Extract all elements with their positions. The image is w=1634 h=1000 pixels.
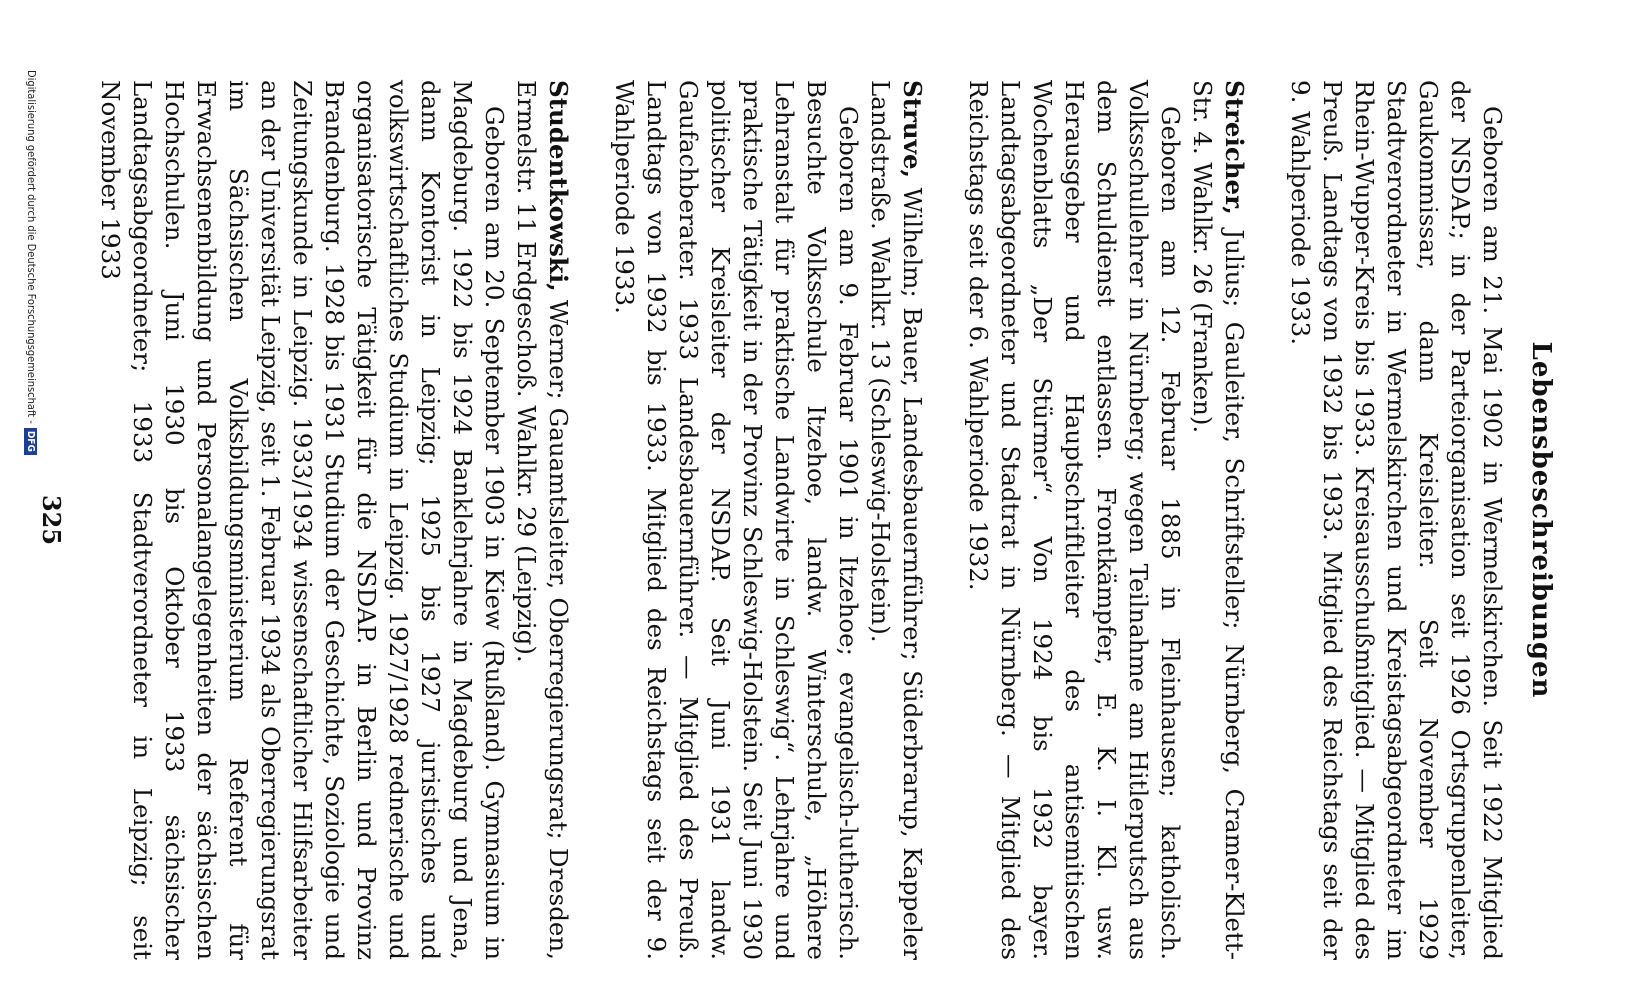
entry-body: Geboren am 20. September 1903 in Kiew (Rußland). Gymnasium in Magdeburg. 1922 bis 1924 Banklehrjahre in Magdeburg und Jena, dann Kontorist in Leipzig; 1925 bis 1927 juristisches und volkswirtschaftliches Studium in Leipzig. 1927/1928 rednerische und organisatorische Tätigkeit für die NSDAP. in Berlin und Provinz Brandenburg. 1928 bis 1931 Studium der Geschichte, Soziologie und Zeitungskunde in Leipzig. 1933/1934 wissenschaftlicher Hilfsarbeiter an der Universität Leipzig, seit 1. Februar 1934 als Oberregierungsrat im Sächsischen Volksbildungsministerium Referent für Erwachsenenbildung und Personalangelegenheiten der sächsischen Hochschulen. Juni 1930 bis Oktober 1933 sächsischer Landtagsabgeordneter; 1933 Stadtverordneter in Leipzig; seit November 1933 — [96, 80, 509, 960]
entry-head-text: Werner; Gauamtsleiter, Oberregierungsrat; Dresden, Ermelstr. 11 Erdgeschoß. Wahlkr. 29 (Leipzig). — [512, 80, 573, 960]
biography-entry-4 — [94, 80, 574, 960]
document-page — [34, 80, 1594, 960]
entry-head-text: Wilhelm; Bauer, Landesbauernführer; Süderbrarup, Kappeler Landstraße. Wahlkr. 13 (Schleswig-Holstein). — [866, 80, 927, 961]
biography-entry-3 — [608, 80, 928, 960]
person-name: Struve, — [898, 80, 927, 179]
page-header: Lebensbeschreibungen — [1526, 341, 1556, 699]
person-name: Streicher, — [1220, 80, 1249, 215]
entry-head — [510, 80, 574, 960]
footer-text: Digitalisierung gefördert durch die Deutsche Forschungsgemeinschaft - — [25, 70, 38, 424]
entry-head — [864, 80, 928, 960]
entry-body: Geboren am 9. Februar 1901 in Itzehoe; evangelisch-lutherisch. Besuchte Volksschule Itzehoe, landw. Winterschule, „Höhere Lehranstalt für praktische Landwirte in Schleswig“. Lehrjahre und praktische Tätigkeit in der Provinz Schleswig-Holstein. Seit Juni 1930 politischer Kreisleiter der NSDAP. Seit Juni 1931 landw. Gaufachberater. 1933 Landesbauernführer. — Mitglied des Preuß. Landtags von 1932 bis 1933. Mitglied des Reichstags seit der 9. Wahlperiode 1933. — [610, 80, 863, 960]
biography-entry-2 — [962, 80, 1250, 960]
entry-head-text: Julius; Gauleiter, Schriftsteller; Nürnberg, Cramer-Klett-Str. 4. Wahlkr. 26 (Franken). — [1188, 80, 1249, 960]
entry-body: Geboren am 12. Februar 1885 in Fleinhausen; katholisch. Volksschullehrer in Nürnberg; wegen Teilnahme am Hitlerputsch aus dem Schuldienst entlassen. Frontkämpfer, E. K. I. Kl. usw. Herausgeber und Hauptschriftleiter des antisemitischen Wochenblatts „Der Stürmer“. Von 1924 bis 1932 bayer. Landtagsabgeordneter und Stadtrat in Nürnberg. — Mitglied des Reichstags seit der 6. Wahlperiode 1932. — [964, 80, 1185, 960]
dfg-logo-icon: DFG — [24, 428, 37, 455]
page-number: 325 — [37, 494, 66, 546]
entry-body: Geboren am 21. Mai 1902 in Wermelskirchen. Seit 1922 Mitglied der NSDAP.; in der Parteiorganisation seit 1926 Ortsgruppenleiter, Gaukommissar, dann Kreisleiter. Seit November 1929 Stadtverordneter in Wermelskirchen und Kreistagsabgeordneter im Rhein-Wupper-Kreis bis 1933. Kreisausschußmitglied. — Mitglied des Preuß. Landtags von 1932 bis 1933. Mitglied des Reichstags seit der 9. Wahlperiode 1933. — [1286, 80, 1507, 960]
person-name: Studentkowski, — [544, 80, 573, 292]
digitization-footer — [24, 70, 38, 455]
entry-head — [1186, 80, 1250, 960]
biography-entry-1 — [1284, 80, 1508, 960]
